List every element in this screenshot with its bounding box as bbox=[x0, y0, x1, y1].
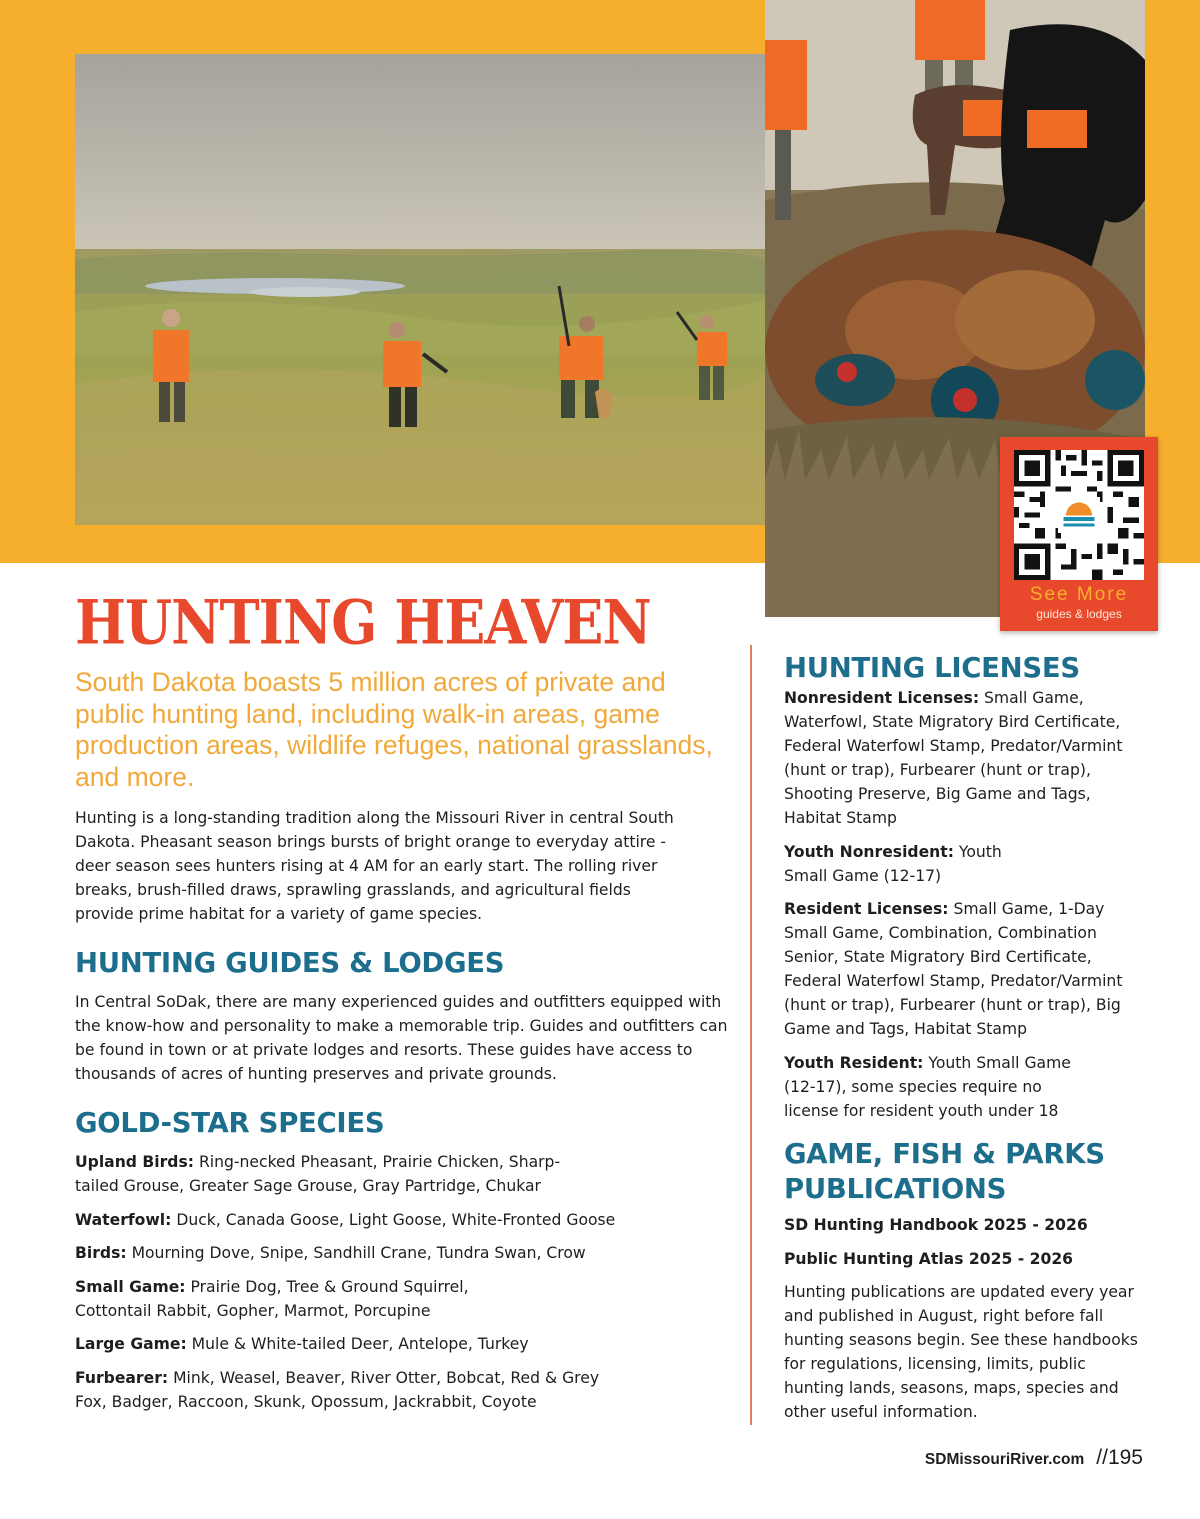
guides-paragraph: In Central SoDak, there are many experienced guides and outfitters equipped with the know-how and personality to make a memorable trip. Guides and outfitters can be found in town or at private lodges and resorts. These guides have access to thousands of acres of hunting preserves and private grounds. bbox=[75, 993, 728, 1083]
column-divider bbox=[750, 645, 752, 1425]
publications-heading bbox=[784, 1137, 1105, 1207]
publications-list bbox=[784, 1213, 1149, 1434]
license-resident bbox=[784, 897, 1134, 1041]
body-paragraph: Hunting is a long-standing tradition along the Missouri River in central South Dakota. Pheasant season brings bursts of bright orange to everyday attire - deer season sees hunters rising at 4 AM for an early start. The rolling river breaks, brush-filled draws, sprawling grasslands, and agricultural fields provide prime habitat for a variety of game species. bbox=[75, 809, 674, 923]
license-text: Youth Small Game (12-17) bbox=[784, 842, 1002, 885]
species-large-game bbox=[75, 1332, 735, 1356]
footer-website[interactable]: SDMissouriRiver.com bbox=[924, 1451, 1085, 1468]
species-text: Mink, Weasel, Beaver, River Otter, Bobcat, Red & Grey Fox, Badger, Raccoon, Skunk, Opossum, Jackrabbit, Coyote bbox=[75, 1368, 600, 1411]
species-list bbox=[75, 1150, 735, 1423]
species-text: Ring-necked Pheasant, Prairie Chicken, Sharp-tailed Grouse, Greater Sage Grouse, Gray Partridge, Chukar bbox=[75, 1153, 561, 1195]
intro-text: South Dakota boasts 5 million acres of private and public hunting land, including walk-in areas, game production areas, wildlife refuges, national grasslands, and more. bbox=[75, 667, 713, 792]
license-label: Youth Resident: bbox=[784, 1053, 924, 1072]
license-youth-resident bbox=[784, 1051, 1084, 1123]
page-footer bbox=[925, 1446, 1143, 1470]
species-text: Mule & White-tailed Deer, Antelope, Turkey bbox=[186, 1335, 529, 1353]
species-label: Waterfowl: bbox=[75, 1210, 172, 1229]
page-number: 195 bbox=[1107, 1446, 1143, 1469]
license-label: Resident Licenses: bbox=[784, 900, 949, 918]
publications-paragraph: Hunting publications are updated every year and published in August, right before fall hunting seasons begin. See these handbooks for regulations, licensing, limits, public hunting lands, seasons, maps, species and other useful information. bbox=[784, 1283, 1138, 1421]
license-text: Small Game, 1-Day Small Game, Combination, Combination Senior, State Migratory Bird Certificate, Federal Waterfowl Stamp, Predator/Varmint (hunt or trap), Furbearer (hunt or trap), Big Game and Tags, Habitat Stamp bbox=[784, 900, 1123, 1038]
footer-separator: // bbox=[1096, 1446, 1108, 1469]
species-birds bbox=[75, 1241, 735, 1265]
species-waterfowl bbox=[75, 1208, 735, 1232]
license-youth-nonresident bbox=[784, 840, 1014, 888]
licenses-heading: HUNTING LICENSES bbox=[784, 652, 1080, 684]
license-label: Nonresident Licenses: bbox=[784, 689, 980, 707]
species-label: Birds: bbox=[75, 1244, 127, 1262]
species-label: Furbearer: bbox=[75, 1368, 169, 1387]
page-title: HUNTING HEAVEN bbox=[75, 586, 651, 659]
license-text: Small Game, Waterfowl, State Migratory Bird Certificate, Federal Waterfowl Stamp, Predator/Varmint (hunt or trap), Furbearer (hunt or trap), Shooting Preserve, Big Game and Tags, Habitat Stamp bbox=[784, 689, 1123, 827]
species-text: Duck, Canada Goose, Light Goose, White-Fronted Goose bbox=[171, 1210, 616, 1229]
species-label: Large Game: bbox=[75, 1335, 187, 1353]
species-text: Mourning Dove, Snipe, Sandhill Crane, Tundra Swan, Crow bbox=[126, 1244, 586, 1262]
prairie-hunters-photo bbox=[75, 54, 765, 525]
qr-code-card[interactable] bbox=[1000, 437, 1158, 631]
license-text: Youth Small Game (12-17), some species require no license for resident youth under 18 bbox=[784, 1053, 1071, 1120]
species-text: Prairie Dog, Tree & Ground Squirrel, Cottontail Rabbit, Gopher, Marmot, Porcupine bbox=[75, 1277, 469, 1320]
qr-title: See More bbox=[1029, 584, 1129, 605]
species-furbearer bbox=[75, 1366, 635, 1414]
qr-code[interactable] bbox=[1014, 450, 1144, 580]
license-label: Youth Nonresident: bbox=[784, 842, 954, 861]
species-small-game bbox=[75, 1275, 505, 1323]
publications-heading-line2: PUBLICATIONS bbox=[784, 1173, 1007, 1205]
license-nonresident bbox=[784, 686, 1149, 830]
publication-handbook[interactable]: SD Hunting Handbook 2025 - 2026 bbox=[784, 1216, 1088, 1234]
qr-subtitle: guides & lodges bbox=[1036, 607, 1122, 621]
licenses-list bbox=[784, 686, 1149, 1132]
species-label: Small Game: bbox=[75, 1277, 186, 1296]
publication-atlas[interactable]: Public Hunting Atlas 2025 - 2026 bbox=[784, 1249, 1074, 1268]
species-heading: GOLD-STAR SPECIES bbox=[75, 1107, 385, 1139]
guides-heading: HUNTING GUIDES & LODGES bbox=[75, 947, 505, 979]
species-label: Upland Birds: bbox=[75, 1153, 194, 1171]
publications-heading-line1: GAME, FISH & PARKS bbox=[784, 1138, 1105, 1170]
species-upland-birds bbox=[75, 1150, 600, 1198]
